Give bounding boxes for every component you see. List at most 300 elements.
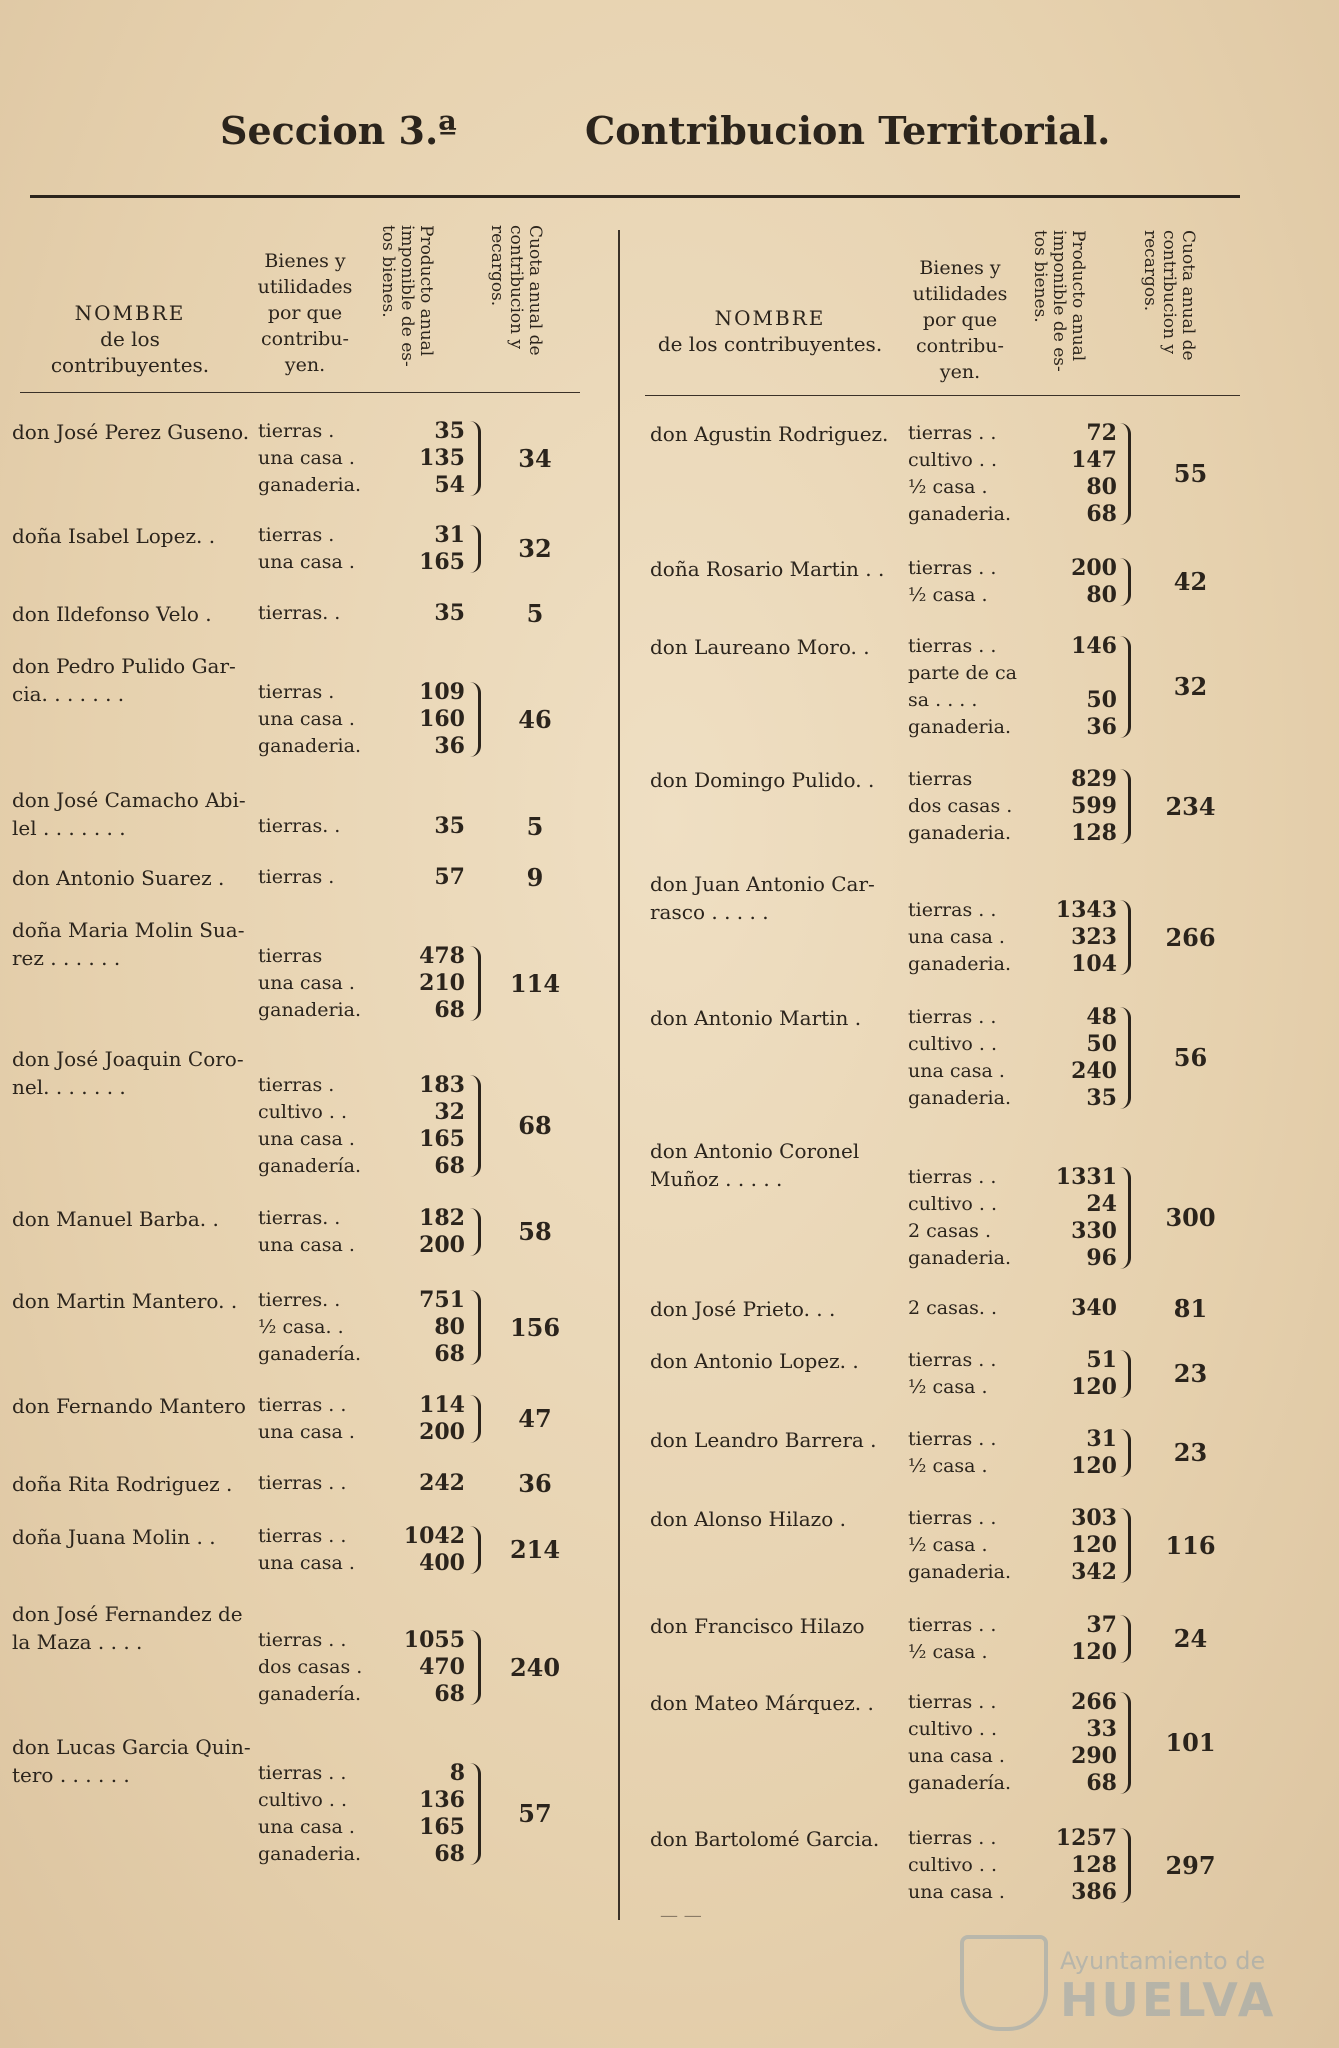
name-line: don Antonio Suarez . xyxy=(12,866,225,890)
entry-row xyxy=(0,1612,1339,1666)
brace-icon xyxy=(1120,636,1131,738)
product-value: 35 xyxy=(1086,1085,1117,1111)
product-value: 1331 xyxy=(1055,1164,1117,1190)
product-values xyxy=(1035,1295,1117,1322)
brace-icon xyxy=(1120,1350,1131,1398)
entry-row xyxy=(0,1137,1339,1272)
product-value: 160 xyxy=(419,706,465,732)
product-value: 128 xyxy=(1071,820,1117,846)
product-value: 104 xyxy=(1071,951,1117,977)
name-line: don Martin Mantero. . xyxy=(12,1289,238,1313)
property-item: cultivo . . xyxy=(908,449,997,471)
property-item: ½ casa . xyxy=(908,1455,988,1477)
product-value: 37 xyxy=(1086,1612,1117,1638)
top-rule xyxy=(30,195,1240,198)
brace-icon xyxy=(1120,1167,1131,1269)
cuota-value: 234 xyxy=(1165,791,1216,821)
product-value: 1055 xyxy=(403,1627,465,1653)
property-item: cultivo . . xyxy=(908,1033,997,1055)
left-header-nombre xyxy=(20,300,240,378)
property-item: ganaderia. xyxy=(258,474,361,496)
hb-line: yen. xyxy=(939,361,981,383)
hb-line: yen. xyxy=(284,354,326,376)
property-item: una casa . xyxy=(908,1881,1005,1903)
product-value: 50 xyxy=(1086,1031,1117,1057)
name-line: don José Fernandez de xyxy=(12,1602,243,1626)
name-line: don Antonio Martin . xyxy=(650,1006,862,1030)
property-item: tierras . . xyxy=(908,1166,997,1188)
name-line: don Leandro Barrera . xyxy=(650,1428,877,1452)
cuota-value: 58 xyxy=(518,1217,552,1246)
hb-line: contribu- xyxy=(916,335,1004,357)
product-value: 200 xyxy=(419,1419,465,1445)
brace-icon xyxy=(1120,1828,1131,1903)
cuota-value: 56 xyxy=(1173,1043,1208,1072)
cuota-value: 5 xyxy=(526,598,544,628)
contributor-name xyxy=(650,1347,859,1375)
name-line: don Mateo Márquez. . xyxy=(650,1691,874,1715)
name-line: don Bartolomé Garcia. xyxy=(650,1827,880,1851)
property-item: una casa . xyxy=(258,1552,355,1574)
brace-icon xyxy=(1120,1692,1131,1794)
property-items xyxy=(908,766,1012,847)
product-value: 35 xyxy=(434,418,465,444)
product-value: 210 xyxy=(419,970,465,996)
property-item: una casa . xyxy=(258,1816,355,1838)
product-value: 386 xyxy=(1071,1879,1117,1905)
product-value: 136 xyxy=(419,1787,465,1813)
brace-icon xyxy=(1120,1429,1131,1477)
contributor-name xyxy=(650,1426,877,1454)
product-value: 35 xyxy=(434,813,465,839)
product-value: 80 xyxy=(434,1314,465,1340)
cuota-value: 101 xyxy=(1165,1728,1216,1757)
cuota-value: 32 xyxy=(1173,672,1208,701)
property-item: ganadería. xyxy=(258,1343,361,1365)
product-value: 182 xyxy=(419,1205,465,1231)
name-line: don Agustin Rodriguez. xyxy=(650,422,889,446)
property-item xyxy=(908,870,1011,897)
hb-line: por que xyxy=(267,302,343,324)
property-item: ganaderia. xyxy=(258,1843,361,1865)
name-line: don Domingo Pulido. . xyxy=(650,768,875,792)
name-line: doña Isabel Lopez. . xyxy=(12,524,216,548)
cuota-value: 47 xyxy=(518,1404,552,1433)
brace-icon xyxy=(1120,1615,1131,1663)
entry-row xyxy=(0,1426,1339,1480)
contributor-name xyxy=(650,766,874,794)
contributor-name xyxy=(650,633,870,661)
property-item: tierras . . xyxy=(908,899,997,921)
property-item: cultivo . . xyxy=(908,1193,997,1215)
name-line: doña Rosario Martin . . xyxy=(650,557,885,581)
product-values xyxy=(1035,1137,1117,1272)
product-value: 342 xyxy=(1071,1559,1117,1585)
product-value: 50 xyxy=(1086,687,1117,713)
property-items xyxy=(908,555,996,609)
product-value: 68 xyxy=(434,1341,465,1367)
property-item: tierras . . xyxy=(908,1691,997,1713)
brace-icon xyxy=(1120,1508,1131,1583)
cuota-value: 36 xyxy=(518,1468,552,1498)
entry-row xyxy=(0,1004,1339,1112)
name-line: Muñoz . . . . . xyxy=(650,1167,783,1191)
property-item: ½ casa . xyxy=(908,1534,988,1556)
property-item: tierras . . xyxy=(908,1614,997,1636)
property-item: ganaderia. xyxy=(908,1247,1011,1269)
product-values xyxy=(1035,1825,1117,1906)
property-item: ganaderia. xyxy=(908,822,1011,844)
name-line: don Antonio Coronel xyxy=(650,1139,860,1163)
product-value: 183 xyxy=(419,1072,465,1098)
product-value: 470 xyxy=(419,1654,465,1680)
product-value: 36 xyxy=(434,733,465,759)
product-value: 200 xyxy=(419,1232,465,1258)
product-values xyxy=(1035,766,1117,847)
property-items xyxy=(908,1612,996,1666)
entry-row xyxy=(0,1295,1339,1322)
left-header-cuota: Cuota anual de contribucion y recargos. xyxy=(487,225,545,356)
contributor-name xyxy=(650,555,884,583)
product-value: 72 xyxy=(1086,420,1117,446)
cuota-value: 9 xyxy=(526,862,544,892)
section-label: Seccion 3.ª xyxy=(220,108,457,153)
product-value: 80 xyxy=(1086,582,1117,608)
product-value: 48 xyxy=(1086,1004,1117,1030)
property-item: ganaderia. xyxy=(908,1087,1011,1109)
property-item: ganaderia. xyxy=(908,1561,1011,1583)
page-number-faded: — — xyxy=(660,1905,702,1926)
product-value: 120 xyxy=(1071,1374,1117,1400)
entry-row xyxy=(0,870,1339,978)
entry-row xyxy=(0,1347,1339,1401)
product-values xyxy=(1035,870,1117,978)
product-values xyxy=(1035,555,1117,609)
property-items xyxy=(908,1825,1005,1906)
property-item: tierras . . xyxy=(258,1525,347,1547)
product-value: 68 xyxy=(434,1681,465,1707)
property-item: ganaderia. xyxy=(258,735,361,757)
product-values xyxy=(1035,633,1117,741)
product-value: 68 xyxy=(434,1153,465,1179)
name-line: don José Prieto. . . xyxy=(650,1297,836,1321)
cuota-value: 116 xyxy=(1165,1530,1216,1560)
hb-line: utilidades xyxy=(912,283,1008,305)
product-value: 68 xyxy=(1086,1770,1117,1796)
right-header-rule xyxy=(645,395,1240,396)
product-value: 1042 xyxy=(403,1523,465,1549)
cuota-value: 156 xyxy=(509,1312,561,1342)
property-item: tierras. . xyxy=(258,602,341,624)
name-line: doña Maria Molin Sua- xyxy=(12,918,245,942)
product-value: 8 xyxy=(449,1760,465,1786)
left-header-producto: Producto anual imponible de es- tos bienes. xyxy=(378,225,436,367)
header-nombre-sub: de los contribuyentes. xyxy=(50,327,210,377)
name-line: lel . . . . . . . xyxy=(12,816,126,840)
right-header-producto: Producto anual imponible de es- tos bienes. xyxy=(1030,230,1088,372)
property-item: tierras . . xyxy=(258,1394,347,1416)
product-value: 1343 xyxy=(1055,897,1117,923)
property-item: tierras. . xyxy=(258,815,341,837)
product-value: 109 xyxy=(419,679,465,705)
name-line: don Alonso Hilazo . xyxy=(650,1507,846,1531)
property-item: tierras . . xyxy=(908,1428,997,1450)
shield-icon xyxy=(960,1935,1048,2031)
product-value: 323 xyxy=(1071,924,1117,950)
cuota-value: 240 xyxy=(509,1652,561,1682)
property-item: una casa . xyxy=(258,447,355,469)
product-value: 51 xyxy=(1086,1347,1117,1373)
name-line: don Laureano Moro. . xyxy=(650,635,870,659)
product-value: 68 xyxy=(434,997,465,1023)
cuota-value: 68 xyxy=(518,1111,552,1140)
brace-icon xyxy=(1120,1007,1131,1109)
property-item: dos casas . xyxy=(908,795,1013,817)
contributor-name xyxy=(650,1612,865,1640)
product-values xyxy=(1035,1426,1117,1480)
product-value: 120 xyxy=(1071,1639,1117,1665)
property-item: una casa . xyxy=(908,1745,1005,1767)
property-item: cultivo . . xyxy=(258,1101,347,1123)
property-item: tierras . . xyxy=(258,1762,347,1784)
name-line: don Ildefonso Velo . xyxy=(12,602,212,626)
property-item: tierras . . xyxy=(908,635,997,657)
cuota-value: 55 xyxy=(1173,459,1208,488)
header-nombre-title: NOMBRE xyxy=(714,306,826,330)
left-header-rule xyxy=(20,392,580,393)
property-item: tierras . xyxy=(258,681,335,703)
property-items xyxy=(908,1505,1011,1586)
product-value: 290 xyxy=(1071,1743,1117,1769)
property-item: cultivo . . xyxy=(908,1854,997,1876)
product-value: 31 xyxy=(1086,1426,1117,1452)
name-line: don José Perez Guseno. xyxy=(12,420,250,444)
property-items xyxy=(908,870,1011,978)
property-items xyxy=(908,1426,996,1480)
product-value xyxy=(1035,660,1117,687)
cuota-value: 300 xyxy=(1165,1203,1216,1232)
property-item: tierras xyxy=(258,945,323,967)
property-item: cultivo . . xyxy=(258,1789,347,1811)
property-item: ganaderia. xyxy=(908,716,1011,738)
property-item: una casa . xyxy=(258,1234,355,1256)
property-item: tierras . xyxy=(258,524,335,546)
product-value: 32 xyxy=(434,1099,465,1125)
property-items xyxy=(908,420,1011,528)
hb-line: utilidades xyxy=(257,276,353,298)
property-item: tierras . . xyxy=(908,1349,997,1371)
property-items xyxy=(908,633,1017,741)
contributor-name xyxy=(650,1004,861,1032)
page-title: Contribucion Territorial. xyxy=(585,108,1111,153)
left-header-bienes xyxy=(245,248,365,378)
entry-row xyxy=(0,766,1339,847)
product-value: 1257 xyxy=(1055,1825,1117,1851)
hb-line: por que xyxy=(922,309,998,331)
property-item: una casa . xyxy=(908,1060,1005,1082)
product-value: 200 xyxy=(1071,555,1117,581)
product-value: 340 xyxy=(1071,1295,1117,1321)
product-value: 35 xyxy=(434,600,465,626)
product-value: 146 xyxy=(1071,633,1117,659)
cuota-value: 81 xyxy=(1173,1293,1208,1323)
name-line: don José Joaquin Coro- xyxy=(12,1047,244,1071)
property-item: parte de ca xyxy=(908,662,1017,684)
property-item: tierras . xyxy=(258,420,335,442)
product-value: 400 xyxy=(419,1550,465,1576)
property-item: 2 casas . xyxy=(908,1220,992,1242)
right-header-cuota: Cuota anual de contribucion y recargos. xyxy=(1140,230,1198,361)
product-value: 68 xyxy=(434,1841,465,1867)
product-value: 33 xyxy=(1086,1716,1117,1742)
brace-icon xyxy=(1120,423,1131,525)
property-items xyxy=(908,1137,1011,1272)
contributor-name xyxy=(650,1689,874,1717)
property-item: ganaderia. xyxy=(908,953,1011,975)
property-item: una casa . xyxy=(908,926,1005,948)
property-items xyxy=(908,1347,996,1401)
cuota-value: 34 xyxy=(518,443,552,473)
cuota-value: 23 xyxy=(1173,1438,1208,1467)
product-value: 240 xyxy=(1071,1058,1117,1084)
watermark xyxy=(950,1935,1280,2025)
property-item: ½ casa . xyxy=(908,476,988,498)
property-item: una casa . xyxy=(258,551,355,573)
property-items xyxy=(908,1004,1011,1112)
product-value: 24 xyxy=(1086,1191,1117,1217)
cuota-value: 214 xyxy=(509,1535,561,1564)
name-line: don Juan Antonio Car- xyxy=(650,872,875,896)
property-item: tierras . . xyxy=(258,1629,347,1651)
property-item: tierras . . xyxy=(258,1472,347,1494)
property-item: tierras xyxy=(908,768,973,790)
product-value: 128 xyxy=(1071,1852,1117,1878)
property-item: una casa . xyxy=(258,972,355,994)
property-item: ½ casa . xyxy=(908,584,988,606)
product-values xyxy=(1035,1689,1117,1797)
right-header-bienes xyxy=(900,255,1020,385)
cuota-value: 23 xyxy=(1173,1359,1208,1388)
contributor-name xyxy=(650,420,888,448)
name-line: tero . . . . . . xyxy=(12,1763,130,1787)
product-value: 36 xyxy=(1086,714,1117,740)
name-line: don Francisco Hilazo xyxy=(650,1614,865,1638)
product-values xyxy=(1035,1004,1117,1112)
property-item: tierras . . xyxy=(908,422,997,444)
name-line: don Antonio Lopez. . xyxy=(650,1349,859,1373)
product-value: 96 xyxy=(1086,1245,1117,1271)
product-values xyxy=(1035,1505,1117,1586)
product-value: 242 xyxy=(419,1470,465,1496)
product-value xyxy=(1035,1137,1117,1164)
property-item: ½ casa . xyxy=(908,1641,988,1663)
property-item: tierras . xyxy=(258,1074,335,1096)
product-values xyxy=(1035,420,1117,528)
cuota-value: 114 xyxy=(509,968,561,998)
product-value: 135 xyxy=(419,445,465,471)
property-item: sa . . . . xyxy=(908,689,978,711)
property-item: una casa . xyxy=(258,1421,355,1443)
right-header-nombre xyxy=(650,305,890,357)
contributor-name xyxy=(650,1295,835,1323)
name-line: cia. . . . . . . xyxy=(12,682,125,706)
product-value: 165 xyxy=(419,1814,465,1840)
property-item: tierras . xyxy=(258,866,335,888)
product-value: 80 xyxy=(1086,474,1117,500)
product-value: 114 xyxy=(419,1392,465,1418)
product-value: 120 xyxy=(1071,1453,1117,1479)
property-item: tierras . . xyxy=(908,1006,997,1028)
product-values xyxy=(1035,1347,1117,1401)
property-item: tierras . . xyxy=(908,1827,997,1849)
property-item: tierras. . xyxy=(258,1207,341,1229)
product-value: 165 xyxy=(419,1126,465,1152)
name-line: la Maza . . . . xyxy=(12,1630,143,1654)
product-value xyxy=(1035,870,1117,897)
cuota-value: 297 xyxy=(1165,1850,1216,1880)
name-line: don Pedro Pulido Gar- xyxy=(12,654,236,678)
hb-line: contribu- xyxy=(261,328,349,350)
contributor-name xyxy=(650,1505,846,1533)
cuota-value: 266 xyxy=(1165,922,1216,952)
property-item: ½ casa. . xyxy=(258,1316,344,1338)
cuota-value: 5 xyxy=(526,811,544,841)
property-item: una casa . xyxy=(258,708,355,730)
contributor-name xyxy=(650,1825,879,1853)
cuota-value: 32 xyxy=(518,534,552,563)
name-line: rasco . . . . . xyxy=(650,900,769,924)
header-nombre-sub: de los contribuyentes. xyxy=(657,332,883,356)
entry-row xyxy=(0,420,1339,528)
entry-row xyxy=(0,1689,1339,1797)
brace-icon xyxy=(1120,769,1131,844)
product-values xyxy=(1035,1612,1117,1666)
page-header xyxy=(0,108,1339,168)
name-line: don Lucas Garcia Quin- xyxy=(12,1735,251,1759)
product-value: 120 xyxy=(1071,1532,1117,1558)
product-value: 303 xyxy=(1071,1505,1117,1531)
product-value: 57 xyxy=(434,864,465,890)
entry-row xyxy=(0,633,1339,741)
property-item: dos casas . xyxy=(258,1656,363,1678)
header-nombre-title: NOMBRE xyxy=(74,301,186,325)
property-item: una casa . xyxy=(258,1128,355,1150)
property-item: tierres. . xyxy=(258,1289,341,1311)
property-item: 2 casas. . xyxy=(908,1297,998,1319)
product-value: 599 xyxy=(1071,793,1117,819)
property-items xyxy=(908,1689,1011,1797)
entry-row xyxy=(0,1825,1339,1906)
watermark-line2: HUELVA xyxy=(1060,1973,1277,2027)
property-item: tierras . . xyxy=(908,557,997,579)
product-value: 330 xyxy=(1071,1218,1117,1244)
product-value: 68 xyxy=(1086,501,1117,527)
hb-line: Bienes y xyxy=(919,257,1001,279)
product-value: 147 xyxy=(1071,447,1117,473)
product-value: 751 xyxy=(419,1287,465,1313)
property-items xyxy=(908,1295,997,1322)
name-line: rez . . . . . . xyxy=(12,946,121,970)
product-value: 31 xyxy=(434,522,465,548)
cuota-value: 42 xyxy=(1173,567,1208,596)
cuota-value: 46 xyxy=(518,704,552,734)
name-line: don Manuel Barba. . xyxy=(12,1207,219,1231)
hb-line: Bienes y xyxy=(264,250,346,272)
name-line: nel. . . . . . . xyxy=(12,1075,126,1099)
property-item: ganaderia. xyxy=(908,503,1011,525)
name-line: don Fernando Mantero xyxy=(12,1394,246,1418)
contributor-name xyxy=(650,1137,859,1193)
